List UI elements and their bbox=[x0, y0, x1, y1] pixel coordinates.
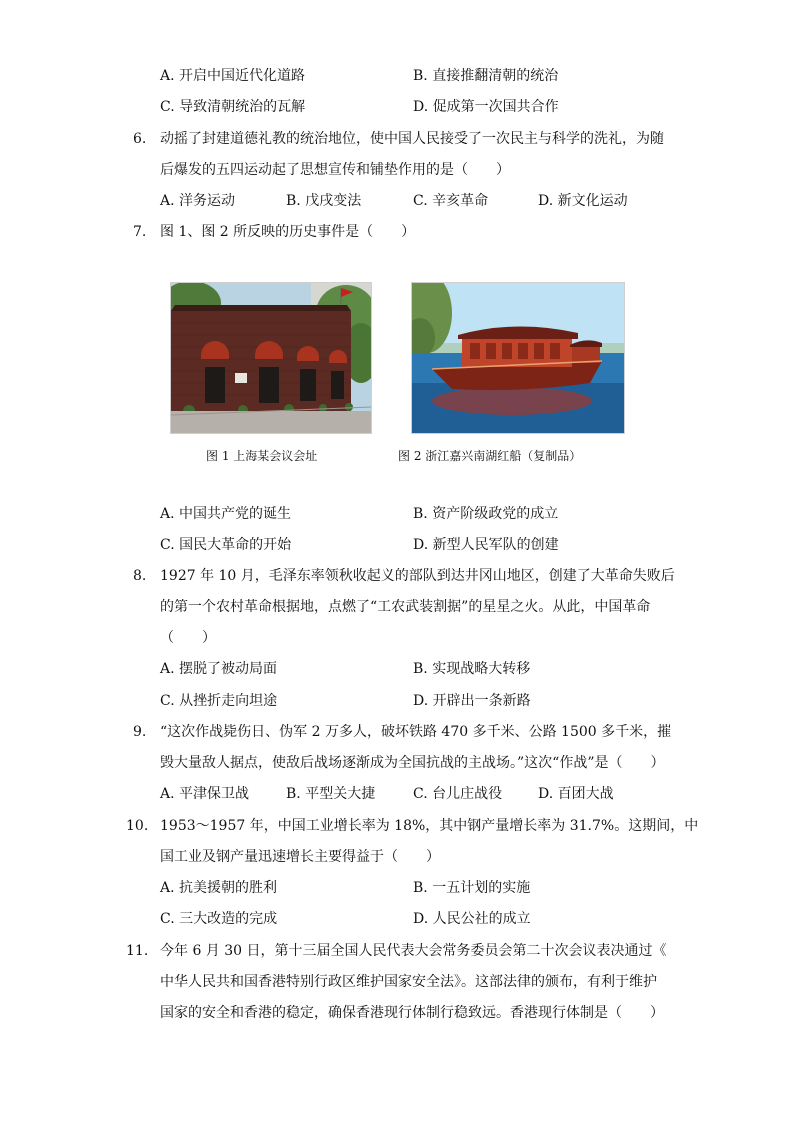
q7-option-d: D. 新型人民军队的创建 bbox=[413, 537, 559, 553]
q5-option-d: D. 促成第一次国共合作 bbox=[413, 99, 559, 115]
question-8-line-3: （ ） bbox=[160, 630, 216, 646]
q10-option-b: B. 一五计划的实施 bbox=[413, 880, 531, 896]
q7-option-c: C. 国民大革命的开始 bbox=[160, 537, 292, 553]
figure-1-caption: 图 1 上海某会议会址 bbox=[206, 449, 318, 463]
q8-option-c: C. 从挫折走向坦途 bbox=[160, 693, 278, 709]
q5-option-c: C. 导致清朝统治的瓦解 bbox=[160, 99, 306, 115]
figure-1-meeting-site-photo bbox=[170, 282, 372, 434]
q9-option-c: C. 台儿庄战役 bbox=[413, 786, 503, 802]
question-8-number: 8. bbox=[133, 568, 147, 584]
q9-option-a: A. 平津保卫战 bbox=[160, 786, 250, 802]
q6-option-c: C. 辛亥革命 bbox=[413, 193, 489, 209]
question-6-line-1: 动摇了封建道德礼教的统治地位，使中国人民接受了一次民主与科学的洗礼，为随 bbox=[160, 131, 664, 147]
question-6-number: 6. bbox=[133, 131, 147, 147]
q7-option-b: B. 资产阶级政党的成立 bbox=[413, 506, 559, 522]
question-9-line-2: 毁大量敌人据点，使敌后战场逐渐成为全国抗战的主战场。”这次“作战”是（ ） bbox=[160, 755, 665, 771]
q10-option-a: A. 抗美援朝的胜利 bbox=[160, 880, 278, 896]
question-7-number: 7. bbox=[133, 224, 147, 240]
q8-option-d: D. 开辟出一条新路 bbox=[413, 693, 531, 709]
figure-2-caption: 图 2 浙江嘉兴南湖红船（复制品） bbox=[398, 449, 582, 463]
question-6-line-2: 后爆发的五四运动起了思想宣传和铺垫作用的是（ ） bbox=[160, 162, 510, 178]
question-8-line-1: 1927 年 10 月，毛泽东率领秋收起义的部队到达井冈山地区，创建了大革命失败后 bbox=[160, 568, 675, 584]
q6-option-a: A. 洋务运动 bbox=[160, 193, 236, 209]
question-10-line-2: 国工业及钢产量迅速增长主要得益于（ ） bbox=[160, 849, 440, 865]
q8-option-a: A. 摆脱了被动局面 bbox=[160, 661, 278, 677]
question-7-line-1: 图 1、图 2 所反映的历史事件是（ ） bbox=[160, 224, 416, 240]
q5-option-a: A. 开启中国近代化道路 bbox=[160, 68, 306, 84]
question-11-line-2: 中华人民共和国香港特别行政区维护国家安全法》。这部法律的颁布，有利于维护 bbox=[160, 974, 657, 990]
q10-option-d: D. 人民公社的成立 bbox=[413, 911, 531, 927]
question-11-number: 11. bbox=[126, 943, 149, 959]
q9-option-d: D. 百团大战 bbox=[538, 786, 614, 802]
q6-option-b: B. 戊戌变法 bbox=[286, 193, 362, 209]
q6-option-d: D. 新文化运动 bbox=[538, 193, 628, 209]
question-9-line-1: “这次作战毙伤日、伪军 2 万多人，破坏铁路 470 多千米、公路 1500 多千米，摧 bbox=[160, 724, 672, 740]
question-9-number: 9. bbox=[133, 724, 147, 740]
q7-option-a: A. 中国共产党的诞生 bbox=[160, 506, 292, 522]
question-10-line-1: 1953～1957 年，中国工业增长率为 18%，其中钢产量增长率为 31.7%。这期间，中 bbox=[160, 818, 699, 834]
figure-2-red-boat-photo bbox=[411, 282, 625, 434]
q8-option-b: B. 实现战略大转移 bbox=[413, 661, 531, 677]
question-8-line-2: 的第一个农村革命根据地，点燃了“工农武装割据”的星星之火。从此，中国革命 bbox=[160, 599, 651, 615]
question-11-line-3: 国家的安全和香港的稳定，确保香港现行体制行稳致远。香港现行体制是（ ） bbox=[160, 1005, 664, 1021]
question-10-number: 10. bbox=[126, 818, 149, 834]
q10-option-c: C. 三大改造的完成 bbox=[160, 911, 278, 927]
q5-option-b: B. 直接推翻清朝的统治 bbox=[413, 68, 559, 84]
question-11-line-1: 今年 6 月 30 日，第十三届全国人民代表大会常务委员会第二十次会议表决通过《 bbox=[160, 943, 667, 959]
q9-option-b: B. 平型关大捷 bbox=[286, 786, 376, 802]
